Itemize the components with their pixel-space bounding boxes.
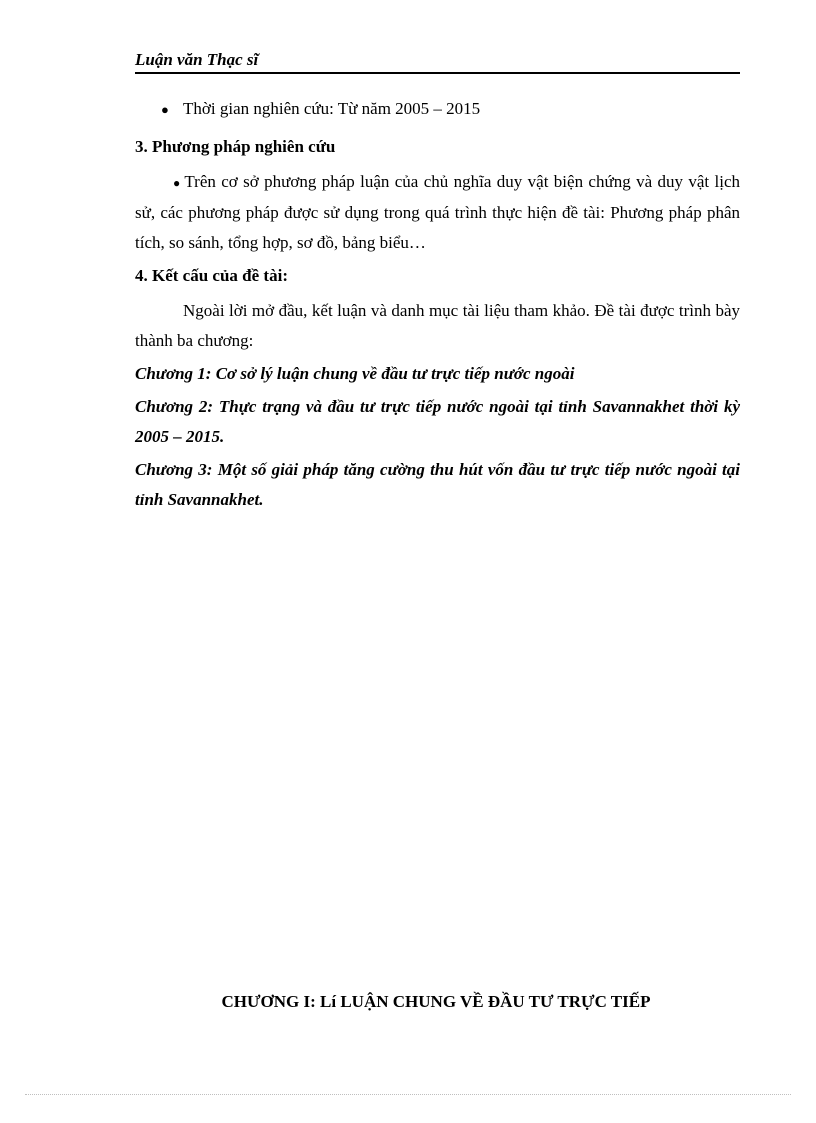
research-time-text: Thời gian nghiên cứu: Từ năm 2005 – 2015 (183, 99, 481, 118)
chapter-list-item-2: Chương 2: Thực trạng và đầu tư trực tiếp nước ngoài tại tỉnh Savannakhet thời kỳ 2005 – 2015. (135, 397, 740, 446)
section-heading-structure: 4. Kết cấu của đề tài: (135, 266, 288, 285)
chapter-heading: CHƯƠNG I: Lí LUẬN CHUNG VỀ ĐẦU TƯ TRỰC TIẾP (221, 992, 651, 1011)
bullet-icon: ● (161, 102, 169, 117)
methods-paragraph (135, 167, 740, 258)
page-header (135, 50, 740, 74)
chapter-list-item-3: Chương 3: Một số giải pháp tăng cường thu hút vốn đầu tư trực tiếp nước ngoài tại tỉnh Savannakhet. (135, 460, 740, 509)
section-heading-methods: 3. Phương pháp nghiên cứu (135, 137, 336, 156)
structure-paragraph: Ngoài lời mở đầu, kết luận và danh mục tài liệu tham khảo. Đề tài được trình bày thành ba chương: (135, 301, 740, 350)
chapter-list-item-1: Chương 1: Cơ sở lý luận chung về đầu tư trực tiếp nước ngoài (135, 364, 575, 383)
bullet-icon: ● (173, 176, 182, 190)
methods-text: Trên cơ sở phương pháp luận của chủ nghĩa duy vật biện chứng và duy vật lịch sử, các phương pháp được sử dụng trong quá trình thực hiện đề tài: Phương pháp phân tích, so sánh, tổng hợp, sơ đồ, bảng biểu… (135, 172, 740, 252)
page-bottom-border (25, 1094, 791, 1095)
research-time-item (135, 94, 740, 125)
document-body (135, 94, 740, 515)
header-title: Luận văn Thạc sĩ (135, 50, 259, 69)
